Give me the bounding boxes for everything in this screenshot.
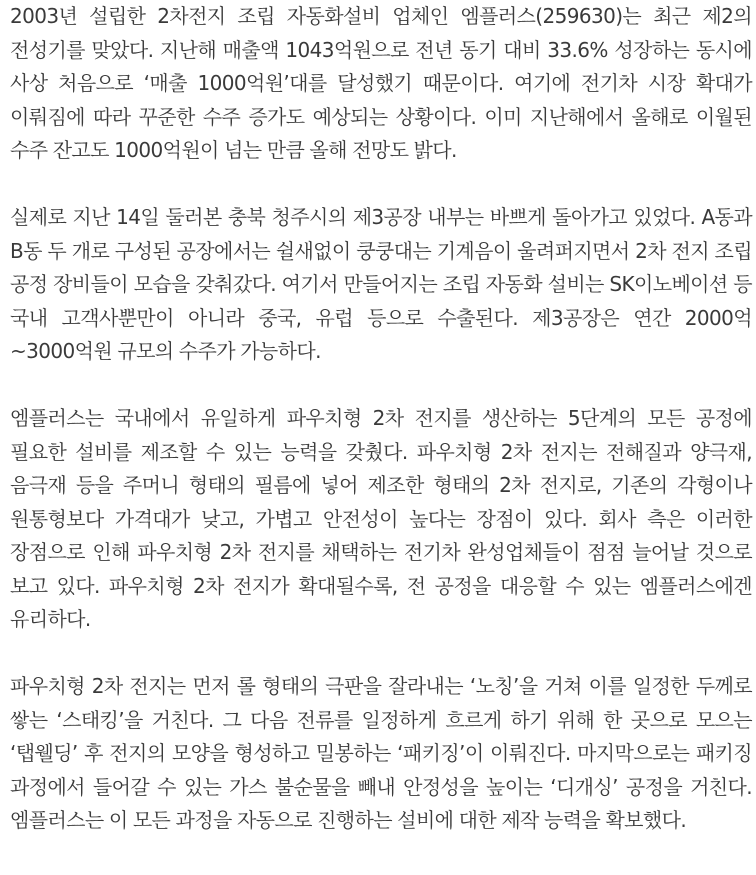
article-body bbox=[10, 0, 752, 838]
article-paragraph-3: 엠플러스는 국내에서 유일하게 파우치형 2차 전지를 생산하는 5단계의 모든 공정에 필요한 설비를 제조할 수 있는 능력을 갖췄다. 파우치형 2차 전지는 전해질과 양극재, 음극재 등을 주머니 형태의 필름에 넣어 제조한 형태의 2차 전지로, 기존의 각형이나 원통형보다 가격대가 낮고, 가볍고 안전성이 높다는 장점이 있다. 회사 측은 이러한 장점으로 인해 파우치형 2차 전지를 채택하는 전기차 완성업체들이 점점 늘어날 것으로 보고 있다. 파우치형 2차 전지가 확대될수록, 전 공정을 대응할 수 있는 엠플러스에겐 유리하다. bbox=[10, 406, 752, 631]
article-paragraph-2: 실제로 지난 14일 둘러본 충북 청주시의 제3공장 내부는 바쁘게 돌아가고 있었다. A동과 B동 두 개로 구성된 공장에서는 쉴새없이 쿵쿵대는 기계음이 울려퍼지면서 2차 전지 조립 공정 장비들이 모습을 갖춰갔다. 여기서 만들어지는 조립 자동화 설비는 SK이노베이션 등 국내 고객사뿐만이 아니라 중국, 유럽 등으로 수출된다. 제3공장은 연간 2000억~3000억원 규모의 수주가 가능하다. bbox=[10, 205, 752, 363]
article-paragraph-4: 파우치형 2차 전지는 먼저 롤 형태의 극판을 잘라내는 ‘노칭’을 거쳐 이를 일정한 두께로 쌓는 ‘스태킹’을 거친다. 그 다음 전류를 일정하게 흐르게 하기 위해 한 곳으로 모으는 ‘탭웰딩’ 후 전지의 모양을 형성하고 밀봉하는 ‘패키징’이 이뤄진다. 마지막으로는 패키징 과정에서 들어갈 수 있는 가스 불순물을 빼내 안정성을 높이는 ‘디개싱’ 공정을 거친다. 엠플러스는 이 모든 과정을 자동으로 진행하는 설비에 대한 제작 능력을 확보했다. bbox=[10, 674, 752, 832]
article-paragraph-1: 2003년 설립한 2차전지 조립 자동화설비 업체인 엠플러스(259630)는 최근 제2의 전성기를 맞았다. 지난해 매출액 1043억원으로 전년 동기 대비 33.6% 성장하는 동시에 사상 처음으로 ‘매출 1000억원’대를 달성했기 때문이다. 여기에 전기차 시장 확대가 이뤄짐에 따라 꾸준한 수주 증가도 예상되는 상황이다. 이미 지난해에서 올해로 이월된 수주 잔고도 1000억원이 넘는 만큼 올해 전망도 밝다. bbox=[10, 4, 752, 162]
